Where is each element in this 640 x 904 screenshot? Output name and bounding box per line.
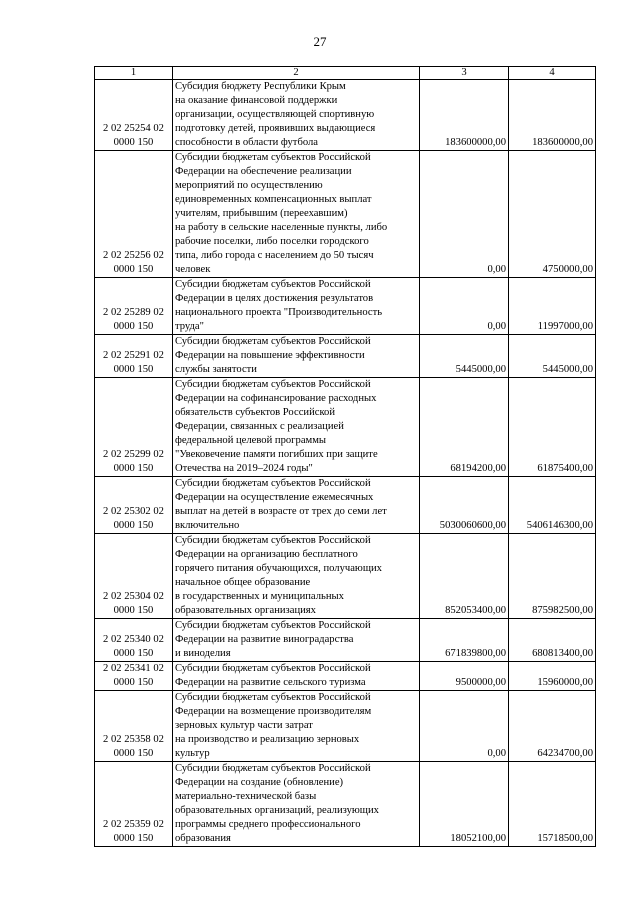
description-line: Субсидии бюджетам субъектов Российской — [175, 692, 371, 703]
amount-column-4: 15960000,00 — [509, 662, 596, 691]
budget-code-cell — [95, 80, 173, 151]
description-line: подготовку детей, проявивших выдающиеся — [175, 123, 376, 134]
amount-column-4: 11997000,00 — [509, 278, 596, 335]
description-line: на производство и реализацию зерновых — [175, 734, 360, 745]
budget-code-line: 0000 150 — [113, 677, 154, 688]
budget-code-line: 0000 150 — [113, 605, 154, 616]
amount-column-3: 0,00 — [420, 151, 509, 278]
description-line: Субсидии бюджетам субъектов Российской — [175, 663, 371, 674]
amount-column-3: 852053400,00 — [420, 534, 509, 619]
budget-code-line: 2 02 25341 02 — [103, 663, 164, 674]
description-line: труда" — [175, 321, 204, 332]
description-line: Федерации на развитие виноградарства — [175, 634, 354, 645]
table-row — [95, 278, 596, 335]
description-line: мероприятий по осуществлению — [175, 180, 323, 191]
table-row — [95, 477, 596, 534]
description-line: горячего питания обучающихся, получающих — [175, 563, 382, 574]
amount-column-4: 5406146300,00 — [509, 477, 596, 534]
amount-column-3: 18052100,00 — [420, 762, 509, 847]
description-line: на оказание финансовой поддержки — [175, 95, 338, 106]
table-row — [95, 619, 596, 662]
description-line: Субсидии бюджетам субъектов Российской — [175, 763, 371, 774]
budget-code-line: 0000 150 — [113, 648, 154, 659]
description-cell — [173, 762, 420, 847]
amount-column-3: 5030060600,00 — [420, 477, 509, 534]
budget-code-line: 0000 150 — [113, 364, 154, 375]
table-row — [95, 151, 596, 278]
table-header-row — [95, 67, 596, 80]
budget-code-cell — [95, 662, 173, 691]
description-line: начальное общее образование — [175, 577, 311, 588]
budget-code-line: 2 02 25299 02 — [103, 449, 164, 460]
description-line: Отечества на 2019–2024 годы" — [175, 463, 313, 474]
amount-column-3: 68194200,00 — [420, 378, 509, 477]
description-line: Субсидии бюджетам субъектов Российской — [175, 279, 371, 290]
description-line: учителям, прибывшим (переехавшим) — [175, 208, 348, 219]
amount-column-3: 671839800,00 — [420, 619, 509, 662]
description-cell — [173, 151, 420, 278]
description-cell — [173, 619, 420, 662]
description-line: Субсидия бюджету Республики Крым — [175, 81, 346, 92]
table-row — [95, 534, 596, 619]
budget-code-line: 0000 150 — [113, 833, 154, 844]
budget-table — [94, 66, 596, 847]
table-row — [95, 80, 596, 151]
description-line: Субсидии бюджетам субъектов Российской — [175, 336, 371, 347]
description-cell — [173, 278, 420, 335]
column-header-1: 1 — [95, 67, 173, 80]
description-line: рабочие поселки, либо поселки городского — [175, 236, 369, 247]
description-line: выплат на детей в возрасте от трех до семи лет — [175, 506, 387, 517]
description-line: Федерации на создание (обновление) — [175, 777, 344, 788]
description-line: образовательных организациях — [175, 605, 316, 616]
description-line: организации, осуществляющей спортивную — [175, 109, 375, 120]
amount-column-4: 680813400,00 — [509, 619, 596, 662]
amount-column-3: 183600000,00 — [420, 80, 509, 151]
description-line: Федерации на повышение эффективности — [175, 350, 365, 361]
amount-column-4: 4750000,00 — [509, 151, 596, 278]
budget-code-cell — [95, 477, 173, 534]
description-line: типа, либо города с населением до 50 тысяч — [175, 250, 374, 261]
budget-code-line: 2 02 25291 02 — [103, 350, 164, 361]
description-line: Федерации на обеспечение реализации — [175, 166, 352, 177]
budget-code-line: 0000 150 — [113, 463, 154, 474]
description-line: Субсидии бюджетам субъектов Российской — [175, 379, 371, 390]
description-line: Субсидии бюджетам субъектов Российской — [175, 620, 371, 631]
description-line: и виноделия — [175, 648, 231, 659]
table-row — [95, 335, 596, 378]
description-line: способности в области футбола — [175, 137, 318, 148]
description-line: федеральной целевой программы — [175, 435, 327, 446]
budget-code-line: 0000 150 — [113, 321, 154, 332]
table-row — [95, 691, 596, 762]
description-line: материально-технической базы — [175, 791, 317, 802]
description-cell — [173, 477, 420, 534]
budget-code-line: 0000 150 — [113, 520, 154, 531]
description-line: включительно — [175, 520, 240, 531]
table-row — [95, 662, 596, 691]
description-line: Федерации на софинансирование расходных — [175, 393, 377, 404]
budget-code-line: 2 02 25302 02 — [103, 506, 164, 517]
page-number: 27 — [313, 34, 327, 49]
description-line: Федерации на осуществление ежемесячных — [175, 492, 374, 503]
budget-code-cell — [95, 762, 173, 847]
description-cell — [173, 691, 420, 762]
budget-code-line: 0000 150 — [113, 137, 154, 148]
description-line: культур — [175, 748, 210, 759]
amount-column-3: 0,00 — [420, 691, 509, 762]
description-cell — [173, 80, 420, 151]
description-line: Федерации, связанных с реализацией — [175, 421, 344, 432]
description-cell — [173, 335, 420, 378]
budget-code-cell — [95, 691, 173, 762]
budget-code-cell — [95, 619, 173, 662]
budget-code-cell — [95, 378, 173, 477]
description-line: в государственных и муниципальных — [175, 591, 344, 602]
budget-code-line: 2 02 25304 02 — [103, 591, 164, 602]
budget-code-line: 2 02 25289 02 — [103, 307, 164, 318]
description-line: Федерации в целях достижения результатов — [175, 293, 374, 304]
budget-code-line: 2 02 25254 02 — [103, 123, 164, 134]
amount-column-4: 15718500,00 — [509, 762, 596, 847]
amount-column-4: 183600000,00 — [509, 80, 596, 151]
description-line: Субсидии бюджетам субъектов Российской — [175, 478, 371, 489]
budget-code-cell — [95, 534, 173, 619]
description-line: единовременных компенсационных выплат — [175, 194, 372, 205]
description-cell — [173, 534, 420, 619]
amount-column-4: 61875400,00 — [509, 378, 596, 477]
description-line: национального проекта "Производительность — [175, 307, 383, 318]
budget-code-line: 2 02 25358 02 — [103, 734, 164, 745]
budget-code-cell — [95, 151, 173, 278]
description-line: Федерации на возмещение производителям — [175, 706, 372, 717]
column-header-4: 4 — [509, 67, 596, 80]
amount-column-4: 875982500,00 — [509, 534, 596, 619]
description-line: Федерации на развитие сельского туризма — [175, 677, 366, 688]
amount-column-4: 64234700,00 — [509, 691, 596, 762]
description-line: службы занятости — [175, 364, 257, 375]
description-line: зерновых культур части затрат — [175, 720, 313, 731]
description-line: обязательств субъектов Российской — [175, 407, 336, 418]
description-line: на работу в сельские населенные пункты, либо — [175, 222, 388, 233]
description-cell — [173, 378, 420, 477]
table-body — [95, 80, 596, 847]
description-line: Федерации на организацию бесплатного — [175, 549, 358, 560]
budget-code-cell — [95, 335, 173, 378]
budget-code-line: 2 02 25340 02 — [103, 634, 164, 645]
column-header-3: 3 — [420, 67, 509, 80]
table-row — [95, 762, 596, 847]
description-line: Субсидии бюджетам субъектов Российской — [175, 535, 371, 546]
column-header-2: 2 — [173, 67, 420, 80]
budget-code-line: 2 02 25256 02 — [103, 250, 164, 261]
table-row — [95, 378, 596, 477]
description-cell — [173, 662, 420, 691]
budget-code-line: 0000 150 — [113, 748, 154, 759]
description-line: программы среднего профессионального — [175, 819, 361, 830]
amount-column-3: 5445000,00 — [420, 335, 509, 378]
description-line: образования — [175, 833, 231, 844]
amount-column-4: 5445000,00 — [509, 335, 596, 378]
budget-code-line: 2 02 25359 02 — [103, 819, 164, 830]
amount-column-3: 0,00 — [420, 278, 509, 335]
budget-code-cell — [95, 278, 173, 335]
description-line: Субсидии бюджетам субъектов Российской — [175, 152, 371, 163]
description-line: человек — [175, 264, 211, 275]
description-line: "Увековечение памяти погибших при защите — [175, 449, 378, 460]
description-line: образовательных организаций, реализующих — [175, 805, 379, 816]
amount-column-3: 9500000,00 — [420, 662, 509, 691]
budget-code-line: 0000 150 — [113, 264, 154, 275]
